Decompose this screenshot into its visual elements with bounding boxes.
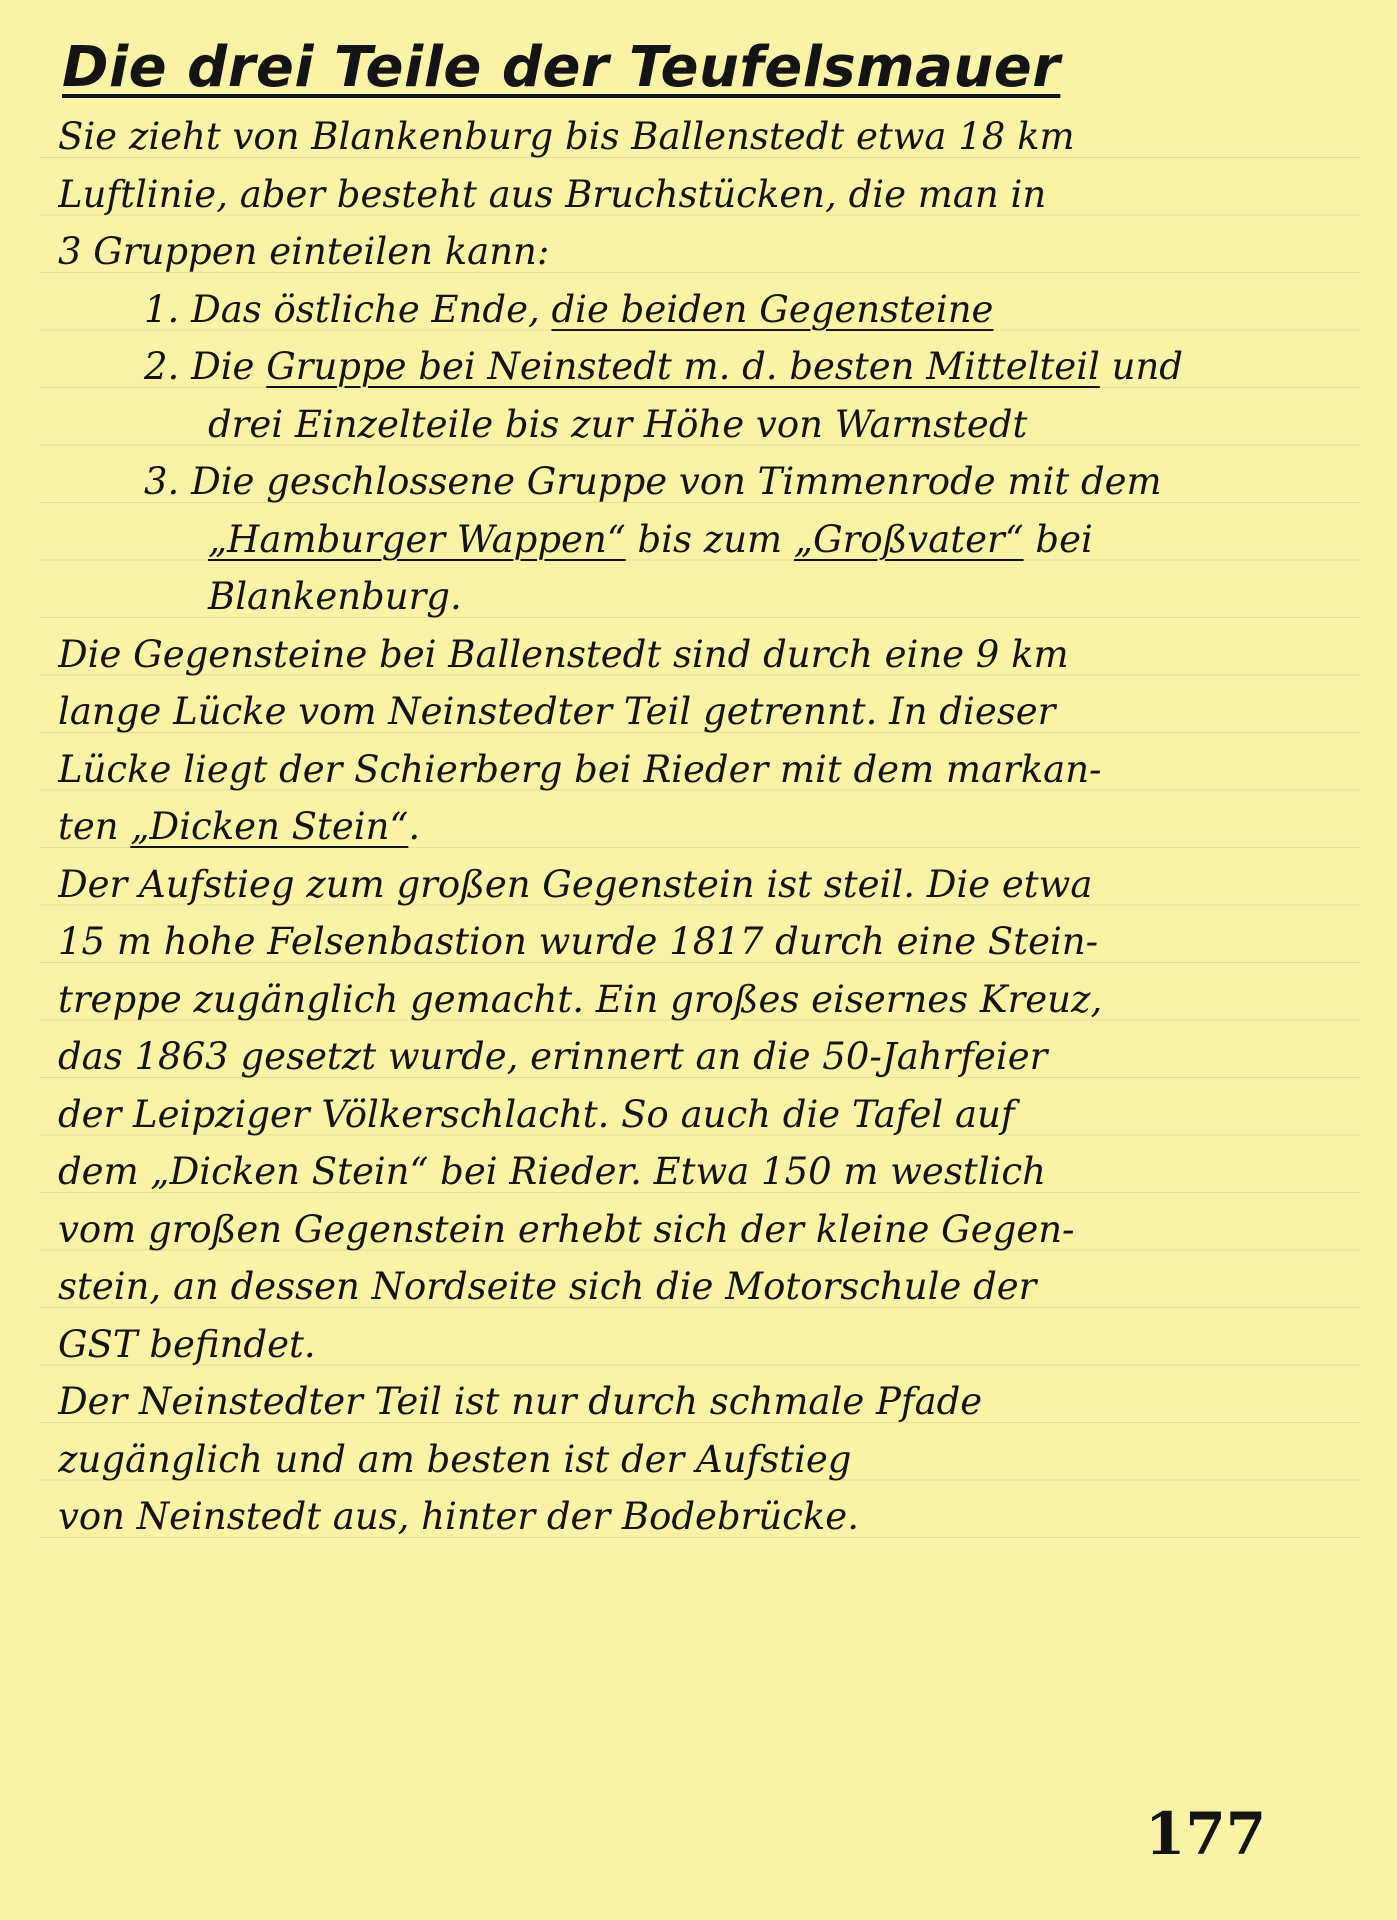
text-line — [58, 166, 1348, 224]
text-line — [58, 683, 1348, 741]
text-line — [58, 1316, 1348, 1374]
item-text: bei — [1023, 517, 1093, 561]
page-number: 177 — [1145, 1800, 1267, 1868]
text-line — [58, 1258, 1348, 1316]
text-line — [58, 741, 1348, 799]
text-line — [58, 1086, 1348, 1144]
line-text: von Neinstedt aus, hinter der Bodebrücke. — [58, 1495, 859, 1538]
text-line — [58, 1373, 1348, 1431]
line-text: vom großen Gegenstein erhebt sich der kleine Gegen- — [58, 1207, 1075, 1251]
item-text: 3. Die geschlossene Gruppe von Timmenrode mit dem — [144, 460, 1162, 503]
text-line — [58, 913, 1348, 971]
line-text: treppe zugänglich gemacht. Ein großes eisernes Kreuz, — [58, 977, 1103, 1021]
item-text: 2. Die — [144, 345, 267, 388]
line-text: GST befindet. — [58, 1322, 316, 1366]
text-line — [58, 856, 1348, 914]
text-line — [58, 568, 1348, 626]
item-text: drei Einzelteile bis zur Höhe von Warnstedt — [208, 402, 1028, 446]
text-line — [58, 798, 1348, 856]
line-text: Lücke liegt der Schierberg bei Rieder mit dem markan- — [58, 747, 1102, 791]
item-text: 1. Das östliche Ende, — [144, 287, 552, 331]
line-text: zugänglich und am besten ist der Aufstieg — [58, 1437, 852, 1481]
line-text: Der Neinstedter Teil ist nur durch schmale Pfade — [58, 1380, 983, 1423]
text-line — [58, 1488, 1348, 1546]
text-line — [58, 223, 1348, 281]
line-text: 15 m hohe Felsenbastion wurde 1817 durch eine Stein- — [58, 920, 1099, 963]
underlined-text: „Hamburger Wappen“ — [208, 517, 626, 561]
text-line — [58, 971, 1348, 1029]
line-text: das 1863 gesetzt wurde, erinnert an die 50-Jahrfeier — [58, 1035, 1048, 1078]
text-line — [58, 1431, 1348, 1489]
line-text: Der Aufstieg zum großen Gegenstein ist steil. Die etwa — [58, 862, 1093, 906]
text-line — [58, 1201, 1348, 1259]
line-text: lange Lücke vom Neinstedter Teil getrennt. In dieser — [58, 690, 1056, 733]
line-text: Sie zieht von Blankenburg bis Ballenstedt etwa 18 km — [58, 115, 1075, 158]
underlined-text: die beiden Gegensteine — [551, 287, 994, 331]
text-line — [58, 338, 1348, 396]
line-text: Luftlinie, aber besteht aus Bruchstücken, die man in — [58, 172, 1047, 216]
text-line — [58, 396, 1348, 454]
item-text: ten — [58, 805, 131, 848]
text-line — [58, 626, 1348, 684]
line-text: 3 Gruppen einteilen kann: — [58, 230, 550, 273]
text-line — [58, 108, 1348, 166]
text-line — [58, 453, 1348, 511]
item-text: bis zum — [625, 517, 794, 561]
underlined-text: „Großvater“ — [793, 517, 1024, 561]
underlined-text: „Dicken Stein“ — [130, 805, 409, 848]
handwritten-text — [58, 108, 1348, 1546]
page-title: Die drei Teile der Teufelsmauer — [62, 35, 1061, 100]
underlined-text: Gruppe bei Neinstedt m. d. besten Mittelteil — [266, 345, 1100, 388]
line-text: stein, an dessen Nordseite sich die Motorschule der — [58, 1265, 1037, 1308]
text-line — [58, 1143, 1348, 1201]
item-text: und — [1099, 345, 1183, 388]
line-text: dem „Dicken Stein“ bei Rieder. Etwa 150 m westlich — [58, 1150, 1046, 1193]
line-text: der Leipziger Völkerschlacht. So auch die Tafel auf — [58, 1092, 1015, 1136]
item-text: Blankenburg. — [208, 575, 462, 618]
text-line — [58, 281, 1348, 339]
text-line — [58, 1028, 1348, 1086]
line-text: Die Gegensteine bei Ballenstedt sind durch eine 9 km — [58, 632, 1069, 676]
text-line — [58, 511, 1348, 569]
item-text: . — [408, 805, 421, 848]
